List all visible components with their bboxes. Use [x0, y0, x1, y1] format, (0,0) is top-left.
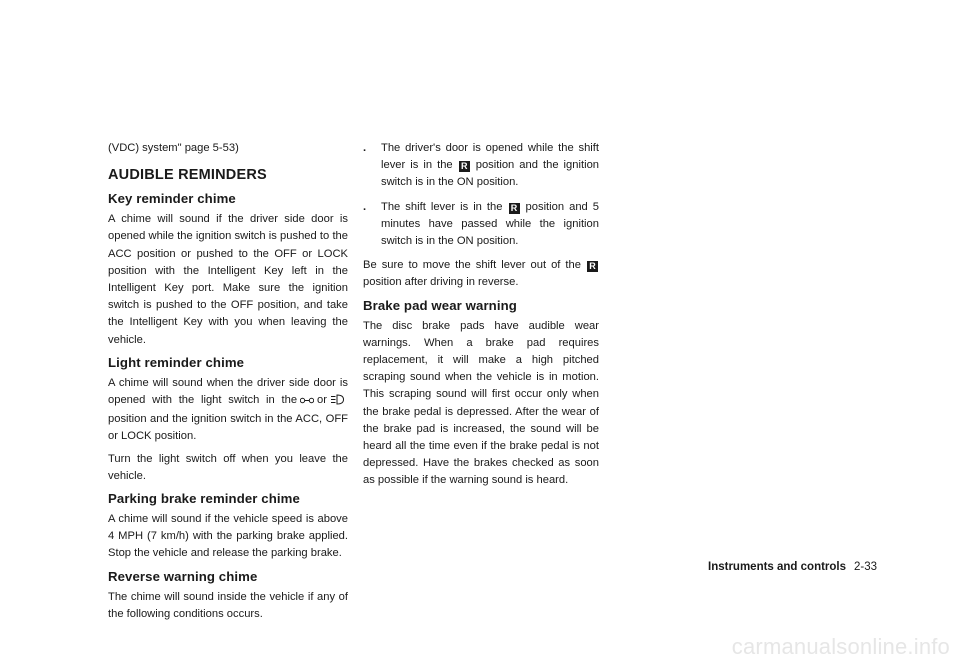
bullet-text-start: The driver's door is opened while the shift lever is in the [381, 142, 599, 172]
reverse-gear-icon: R [459, 161, 470, 172]
list-item [363, 199, 599, 251]
brake-pad-body: The disc brake pads have audible wear warnings. When a brake pad requires replacement, it will make a high pitched scraping sound when the vehicle is in motion. This scraping sound will first occur only when the brake pedal is depressed. After the wear of the brake pad is increased, the sound will be heard all the time even if the brake pedal is not depressed. Have the brakes checked as soon as possible if the warning sound is heard. [363, 319, 599, 487]
light-reminder-body [108, 375, 348, 446]
section-heading: AUDIBLE REMINDERS [108, 167, 267, 184]
light-reminder-body-2: Turn the light switch off when you leave the vehicle. [108, 452, 348, 482]
parking-brake-body: A chime will sound if the vehicle speed is above 4 MPH (7 km/h) with the parking brake applied. Stop the vehicle and release the parking brake. [108, 513, 348, 560]
bullet-text-end: position and the ignition switch is in the ON position. [381, 159, 600, 189]
light-reminder-heading: Light reminder chime [108, 354, 245, 370]
watermark: carmanualsonline.info [731, 634, 950, 659]
reverse-warning-body: The chime will sound inside the vehicle if any of the following conditions occurs. [108, 590, 348, 620]
reverse-note [363, 257, 599, 291]
key-reminder-heading: Key reminder chime [108, 191, 236, 207]
bullet-mark: . [363, 200, 367, 213]
reverse-note-end: position after driving in reverse. [363, 276, 519, 289]
left-column [108, 140, 348, 628]
reverse-warning-heading: Reverse warning chime [108, 568, 258, 584]
footer-section-title: Instruments and controls [708, 561, 847, 573]
light-reminder-text-start: A chime will sound when the driver side door is opened with the light switch in the [108, 376, 348, 407]
reverse-gear-icon: R [587, 261, 598, 272]
list-item [363, 140, 599, 192]
right-column [363, 140, 599, 495]
reverse-gear-icon: R [509, 203, 520, 214]
parking-brake-heading: Parking brake reminder chime [108, 491, 300, 507]
bullet-mark: . [363, 142, 367, 154]
reverse-note-start: Be sure to move the shift lever out of the [363, 259, 581, 272]
bullet-text-end: position and 5 minutes have passed while the ignition switch is in the ON position. [381, 200, 600, 248]
headlight-icon [330, 394, 345, 411]
parking-light-icon [300, 394, 314, 411]
continuation-text: (VDC) system" page 5-53) [108, 142, 239, 154]
bullet-text-start: The shift lever is in the [381, 200, 503, 213]
key-reminder-body: A chime will sound if the driver side door is opened while the ignition switch is pushed to the ACC position or pushed to the OFF or LOCK position with the Intelligent Key left in the Intelligent Key port. Make sure the ignition switch is pushed to the OFF position, and take the Intelligent Key with you when leaving the vehicle. [108, 213, 348, 346]
page-footer [708, 561, 877, 573]
page-number: 2-33 [854, 561, 878, 573]
light-reminder-text-end: position and the ignition switch in the ACC, OFF or LOCK position. [108, 413, 348, 443]
light-reminder-or: or [317, 394, 327, 407]
brake-pad-heading: Brake pad wear warning [363, 297, 517, 313]
